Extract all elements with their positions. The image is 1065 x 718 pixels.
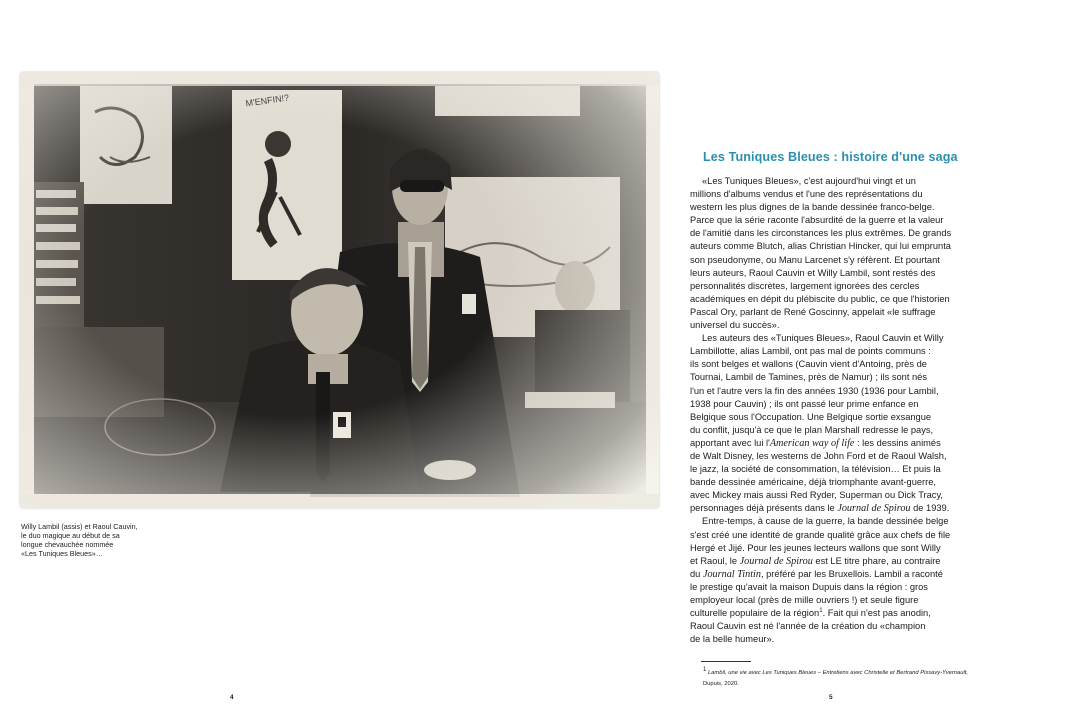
italic-title: Journal Tintin xyxy=(702,568,761,580)
text-line: s'est créé une identité de grande qualité grâce aux chefs de file xyxy=(690,529,951,540)
text-span: , préféré par les Bruxellois. Lambil a raconté xyxy=(760,568,943,579)
article-body xyxy=(690,175,980,646)
text-line: ils sont belges et wallons (Cauvin vient d'Antoing, près de xyxy=(690,359,927,370)
caption-line: le duo magique au début de sa xyxy=(21,531,120,540)
text-line: Lambillotte, alias Lambil, ont pas mal de points communs : xyxy=(690,346,931,357)
text-line: employeur local (près de mille ouvriers !) et seule figure xyxy=(690,595,919,605)
text-line: le jazz, la société de consommation, la télévision… Et puis la xyxy=(690,464,941,475)
text-line: de l'amitié dans les circonstances les plus extrêmes. De grands xyxy=(690,228,952,239)
page-number-left: 4 xyxy=(230,694,234,701)
text-span: de 1939. xyxy=(910,503,950,514)
photo-illustration xyxy=(20,72,659,508)
photograph xyxy=(20,72,659,508)
text-line: avec Mickey mais aussi Red Ryder, Superman ou Dick Tracy, xyxy=(690,490,943,501)
text-span: et Raoul, le xyxy=(690,555,740,566)
text-line: son pseudonyme, ou Manu Larcenet s'y réfèrent. Et pourtant xyxy=(690,254,940,265)
italic-title: Journal de Spirou xyxy=(739,555,813,567)
text-line: Raoul Cauvin est né l'année de la création du «champion xyxy=(690,621,926,632)
text-line: l'un et l'autre vers la fin des années 1930 (1936 pour Lambil, xyxy=(690,385,939,396)
text-span: culturelle populaire de la région xyxy=(690,608,820,619)
italic-title: Journal de Spirou xyxy=(837,503,911,515)
photo-caption xyxy=(21,522,141,558)
text-line xyxy=(690,568,980,581)
text-line: universel du succès». xyxy=(690,320,780,331)
footnote-ref: 1 xyxy=(819,608,823,614)
caption-line: Willy Lambil (assis) et Raoul Cauvin, xyxy=(21,522,138,531)
text-span: apportant avec lui l' xyxy=(690,437,770,448)
text-line: Pascal Ory, parlant de René Goscinny, appelait «le suffrage xyxy=(690,306,936,317)
text-line: de Walt Disney, les westerns de John Ford et de Raoul Walsh, xyxy=(690,450,947,461)
article-title: Les Tuniques Bleues : histoire d'une saga xyxy=(703,150,958,164)
text-line: de la belle humeur». xyxy=(690,634,775,645)
footnote-line: Dupuis, 2020. xyxy=(703,681,739,687)
caption-line: «Les Tuniques Bleues»… xyxy=(21,549,103,558)
text-line: auteurs comme Blutch, alias Christian Hincker, qui lui emprunta xyxy=(690,241,951,252)
text-line: Tournai, Lambil de Tamines, près de Namur) ; ils sont nés xyxy=(690,372,928,383)
text-line: Parce que la série raconte l'absurdité de la guerre et la valeur xyxy=(690,215,944,226)
text-line: millions d'albums vendus et l'une des représentations du xyxy=(690,189,923,200)
footnote-line xyxy=(703,668,968,679)
text-line: le prestige qu'avait la maison Dupuis dans la région : gros xyxy=(690,581,928,592)
text-span: du xyxy=(690,568,703,579)
text-line: «Les Tuniques Bleues», c'est aujourd'hui vingt et un xyxy=(702,176,916,186)
text-line: bande dessinée américaine, déjà triomphante avant-guerre, xyxy=(690,477,937,488)
text-span: personnages déjà présents dans le xyxy=(690,503,838,514)
page-number-right: 5 xyxy=(829,694,833,701)
text-line: Les auteurs des «Tuniques Bleues», Raoul Cauvin et Willy xyxy=(702,333,944,344)
text-span: . Fait qui n'est pas anodin, xyxy=(822,608,931,619)
text-line: western les plus dignes de la bande dessinée franco-belge. xyxy=(690,202,935,213)
footnote xyxy=(703,668,968,690)
text-span: est LE titre phare, au contraire xyxy=(812,555,941,566)
text-line: Belgique sous l'Occupation. Une Belgique sortie exsangue xyxy=(690,411,932,422)
text-line: Hergé et Jijé. Pour les jeunes lecteurs wallons que sont Willy xyxy=(690,542,941,553)
caption-line: longue chevauchée nommée xyxy=(21,540,114,549)
text-line: personnalités discrètes, largement ignorées des cercles xyxy=(690,280,920,291)
text-line xyxy=(690,555,980,568)
text-line: académiques en dépit du plébiscite du public, ce que l'historien xyxy=(690,293,950,304)
text-line xyxy=(690,607,980,620)
text-line: du conflit, jusqu'à ce que le plan Marshall redresse le pays, xyxy=(690,424,934,435)
text-line xyxy=(690,502,980,515)
text-line: 1938 pour Cauvin) ; ils ont passé leur prime enfance en xyxy=(690,398,919,409)
italic-title: American way of life xyxy=(769,437,855,449)
text-line: Entre-temps, à cause de la guerre, la bande dessinée belge xyxy=(702,516,949,527)
footnote-divider xyxy=(701,661,751,662)
text-line: leurs auteurs, Raoul Cauvin et Willy Lambil, sont restés des xyxy=(690,267,936,278)
text-span: : les dessins animés xyxy=(854,437,941,448)
footnote-number: 1 xyxy=(703,667,707,674)
text-line xyxy=(690,437,980,450)
footnote-text: Lambil, une vie avec Les Tuniques Bleues – Entretiens avec Christelle et Bertrand Pissavy-Yvernault, xyxy=(706,670,968,676)
